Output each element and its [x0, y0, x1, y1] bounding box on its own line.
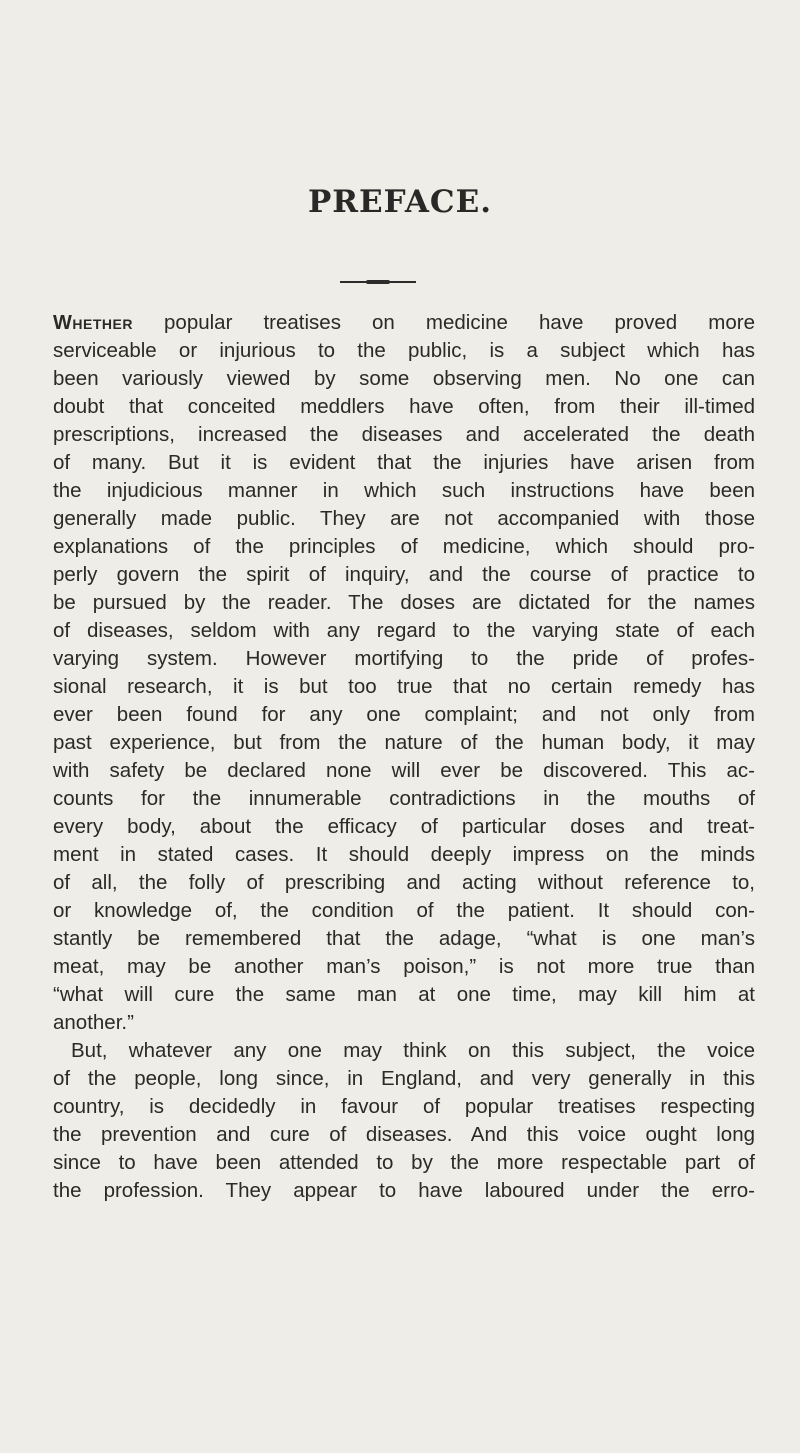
text-line: meat, may be another man’s poison,” is not more true than	[53, 955, 755, 978]
text-line: stantly be remembered that the adage, “what is one man’s	[53, 927, 755, 950]
text-line: of all, the folly of prescribing and acting without reference to,	[53, 871, 755, 894]
text-line: since to have been attended to by the more respectable part of	[53, 1151, 755, 1174]
lead-word: Whether	[53, 312, 133, 334]
text-line: been variously viewed by some observing men. No one can	[53, 367, 755, 390]
text-line: country, is decidedly in favour of popular treatises respecting	[53, 1095, 755, 1118]
text-line: generally made public. They are not accompanied with those	[53, 507, 755, 530]
text-line: of diseases, seldom with any regard to the varying state of each	[53, 619, 755, 642]
text-line: counts for the innumerable contradictions in the mouths of	[53, 787, 755, 810]
text-line: doubt that conceited meddlers have often, from their ill-timed	[53, 395, 755, 418]
text-line: varying system. However mortifying to the pride of profes-	[53, 647, 755, 670]
text-line: Whether popular treatises on medicine have proved more	[53, 311, 755, 334]
ornamental-rule-center	[366, 280, 390, 284]
text-line: the injudicious manner in which such instructions have been	[53, 479, 755, 502]
page-heading: PREFACE.	[307, 184, 493, 220]
text-line: But, whatever any one may think on this subject, the voice	[71, 1039, 755, 1062]
text-line: another.”	[53, 1011, 134, 1034]
text-line: of the people, long since, in England, and very generally in this	[53, 1067, 755, 1090]
text-line: or knowledge of, the condition of the patient. It should con-	[53, 899, 755, 922]
text-line: the prevention and cure of diseases. And this voice ought long	[53, 1123, 755, 1146]
body-text	[53, 309, 755, 1205]
text-line: perly govern the spirit of inquiry, and the course of practice to	[53, 563, 755, 586]
text-line: of many. But it is evident that the injuries have arisen from	[53, 451, 755, 474]
text-line: every body, about the efficacy of particular doses and treat-	[53, 815, 755, 838]
text-line: the profession. They appear to have laboured under the erro-	[53, 1179, 755, 1202]
text-line: ment in stated cases. It should deeply impress on the minds	[53, 843, 755, 866]
text-line: be pursued by the reader. The doses are dictated for the names	[53, 591, 755, 614]
text-line: past experience, but from the nature of the human body, it may	[53, 731, 755, 754]
text-line: explanations of the principles of medicine, which should pro-	[53, 535, 755, 558]
text-line: with safety be declared none will ever be discovered. This ac-	[53, 759, 755, 782]
text-line: sional research, it is but too true that no certain remedy has	[53, 675, 755, 698]
text-line: “what will cure the same man at one time, may kill him at	[53, 983, 755, 1006]
text-line: ever been found for any one complaint; and not only from	[53, 703, 755, 726]
text-line: serviceable or injurious to the public, is a subject which has	[53, 339, 755, 362]
text-line: prescriptions, increased the diseases and accelerated the death	[53, 423, 755, 446]
